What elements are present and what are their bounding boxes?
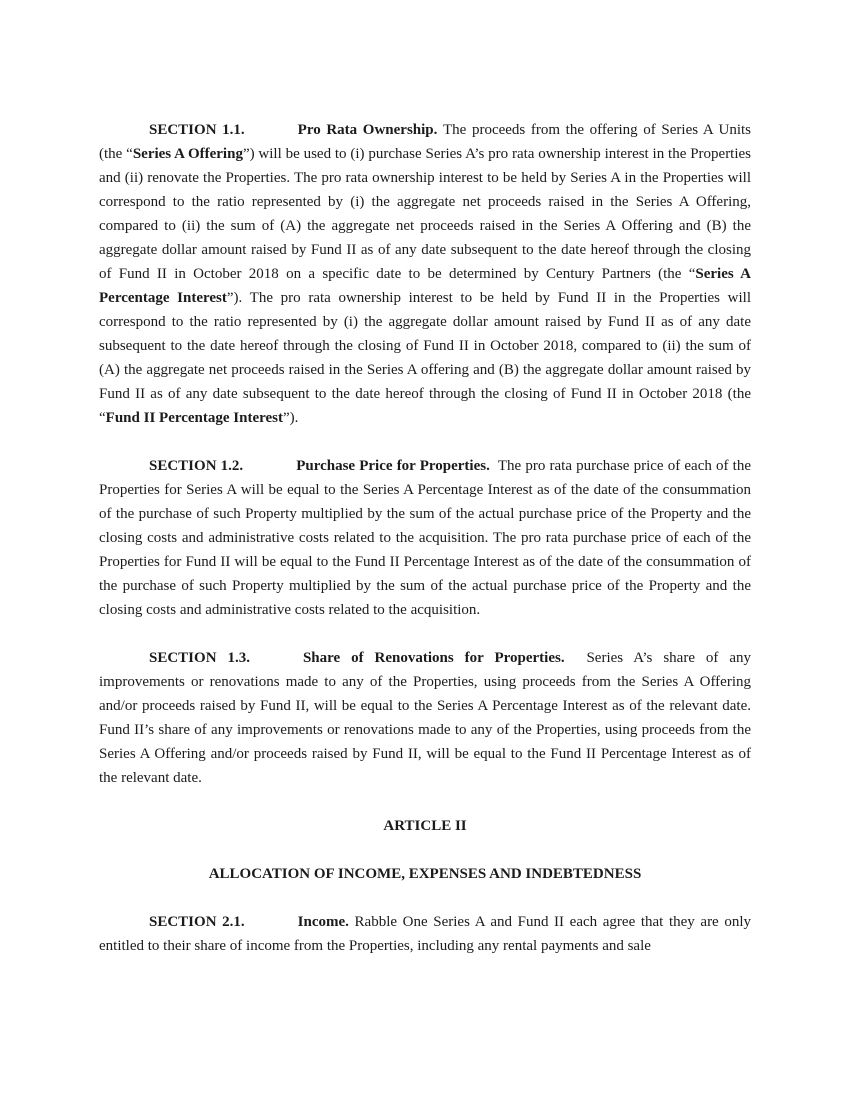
text-run: ”). <box>283 410 299 426</box>
text-run: SECTION 1.3. <box>149 650 250 666</box>
document-body <box>99 118 751 958</box>
text-run: ”) will be used to (i) purchase Series A’s pro rata ownership interest in the Properties and (ii) renovate the Properties. The pro rata ownership interest to be held by Series A in the Properties will correspond to the ratio represented by (i) the aggregate net proceeds raised in the Series A Offering, compared to (ii) the sum of (A) the aggregate net proceeds raised in the Series A Offering and (B) the aggregate dollar amount raised by Fund II as of any date subsequent to the date hereof through the closing of Fund II in October 2018 on a specific date to be determined by Century Partners (the “ <box>99 146 752 282</box>
text-run: Purchase Price for Properties. <box>296 458 490 474</box>
text-run: Share of Renovations for Properties. <box>302 650 565 666</box>
text-run: Rabble One Series A and Fund II each agree that they are only entitled to their share of income from the Properties, including any rental payments and sale <box>99 914 752 954</box>
text-run: ALLOCATION OF INCOME, EXPENSES AND INDEBTEDNESS <box>208 866 642 882</box>
text-run: Fund II Percentage Interest <box>105 410 284 426</box>
section-1-1-paragraph <box>99 118 751 430</box>
section-1-2-paragraph <box>99 454 751 622</box>
text-run: Series A Offering <box>132 146 243 162</box>
text-run: Series A Percentage Interest <box>99 266 751 306</box>
section-1-3-paragraph <box>99 646 751 790</box>
section-2-1-paragraph <box>99 910 751 958</box>
text-run: SECTION 2.1. <box>149 914 245 930</box>
article-2-heading <box>99 814 751 838</box>
text-run: The proceeds from the offering of Series A Units (the “ <box>99 122 751 162</box>
text-run: ARTICLE II <box>383 818 467 834</box>
text-run: ”). The pro rata ownership interest to be held by Fund II in the Properties will correspond to the ratio represented by (i) the aggregate dollar amount raised by Fund II as of any date subsequent to the date hereof through the closing of Fund II in October 2018, compared to (ii) the sum of (A) the aggregate net proceeds raised in the Series A offering and (B) the aggregate dollar amount raised by Fund II as of any date subsequent to the date hereof through the closing of Fund II in October 2018 (the “ <box>99 290 751 426</box>
text-run: SECTION 1.2. <box>149 458 244 474</box>
text-run: SECTION 1.1. <box>149 122 245 138</box>
text-run: Income. <box>297 914 355 930</box>
article-2-title <box>99 862 751 886</box>
text-run: Pro Rata Ownership. <box>297 122 444 138</box>
text-run: The pro rata purchase price of each of the Properties for Series A will be equal to the Series A Percentage Interest as of the date of the consummation of the purchase of such Property multiplied by the sum of the actual purchase price of the Property and the closing costs and administrative costs related to the acquisition. The pro rata purchase price of each of the Properties for Fund II will be equal to the Fund II Percentage Interest as of the date of the consummation of the purchase of such Property multiplied by the sum of the actual purchase price of the Property and the closing costs and administrative costs related to the acquisition. <box>99 458 751 618</box>
text-run: Series A’s share of any improvements or renovations made to any of the Properties, using proceeds from the Series A Offering and/or proceeds raised by Fund II, will be equal to the Series A Percentage Interest as of the relevant date. Fund II’s share of any improvements or renovations made to any of the Properties, using proceeds from the Series A Offering and/or proceeds raised by Fund II, will be equal to the Fund II Percentage Interest as of the relevant date. <box>99 650 751 786</box>
